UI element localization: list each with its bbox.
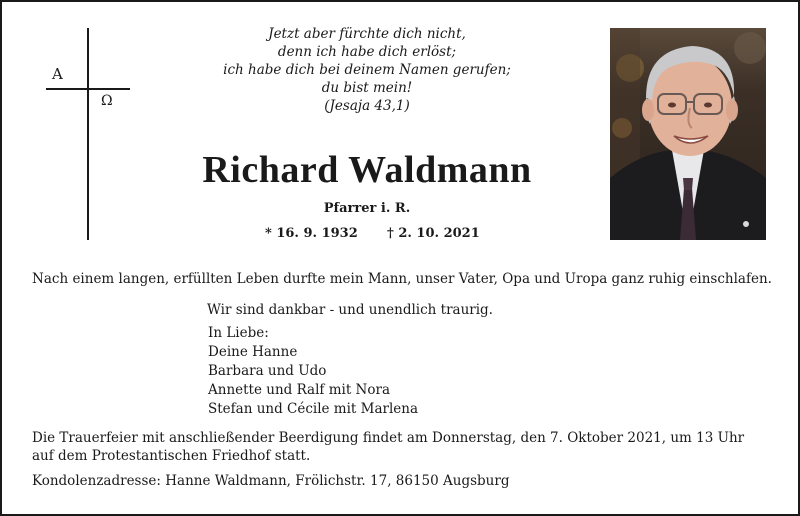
cross-symbol bbox=[46, 28, 130, 240]
cross-horizontal-bar bbox=[46, 88, 130, 90]
family-member: Stefan und Cécile mit Marlena bbox=[208, 401, 419, 417]
birth-date: * 16. 9. 1932 bbox=[265, 226, 358, 241]
verse-line: Jetzt aber fürchte dich nicht, bbox=[268, 26, 466, 42]
omega-symbol: Ω bbox=[101, 93, 113, 109]
verse-line: du bist mein! bbox=[321, 80, 413, 96]
death-date: † 2. 10. 2021 bbox=[387, 226, 480, 241]
alpha-symbol: A bbox=[52, 65, 63, 83]
deceased-name: Richard Waldmann bbox=[202, 149, 532, 191]
family-member: Deine Hanne bbox=[208, 344, 298, 360]
family-member: Barbara und Udo bbox=[208, 363, 327, 379]
funeral-info-line2: auf dem Protestantischen Friedhof statt. bbox=[32, 448, 311, 464]
intro-text: Nach einem langen, erfüllten Leben durfte mein Mann, unser Vater, Opa und Uropa ganz ruhig einschlafen. bbox=[32, 271, 772, 287]
portrait-photo bbox=[610, 28, 766, 240]
family-member: Annette und Ralf mit Nora bbox=[208, 382, 390, 398]
verse-line: ich habe dich bei deinem Namen gerufen; bbox=[223, 62, 511, 78]
verse-line: denn ich habe dich erlöst; bbox=[277, 44, 457, 60]
funeral-info-line1: Die Trauerfeier mit anschließender Beerdigung findet am Donnerstag, den 7. Oktober 2021, um 13 Uhr bbox=[32, 430, 745, 446]
love-heading: In Liebe: bbox=[208, 325, 269, 341]
portrait-illustration bbox=[610, 28, 766, 240]
family-list bbox=[208, 343, 418, 419]
thanks-text: Wir sind dankbar - und unendlich traurig. bbox=[207, 302, 493, 318]
deceased-title: Pfarrer i. R. bbox=[323, 201, 411, 216]
condolence-address: Kondolenzadresse: Hanne Waldmann, Frölichstr. 17, 86150 Augsburg bbox=[32, 473, 510, 489]
cross-vertical-bar bbox=[87, 28, 89, 240]
verse-reference: (Jesaja 43,1) bbox=[324, 98, 410, 114]
bible-verse bbox=[217, 25, 517, 115]
